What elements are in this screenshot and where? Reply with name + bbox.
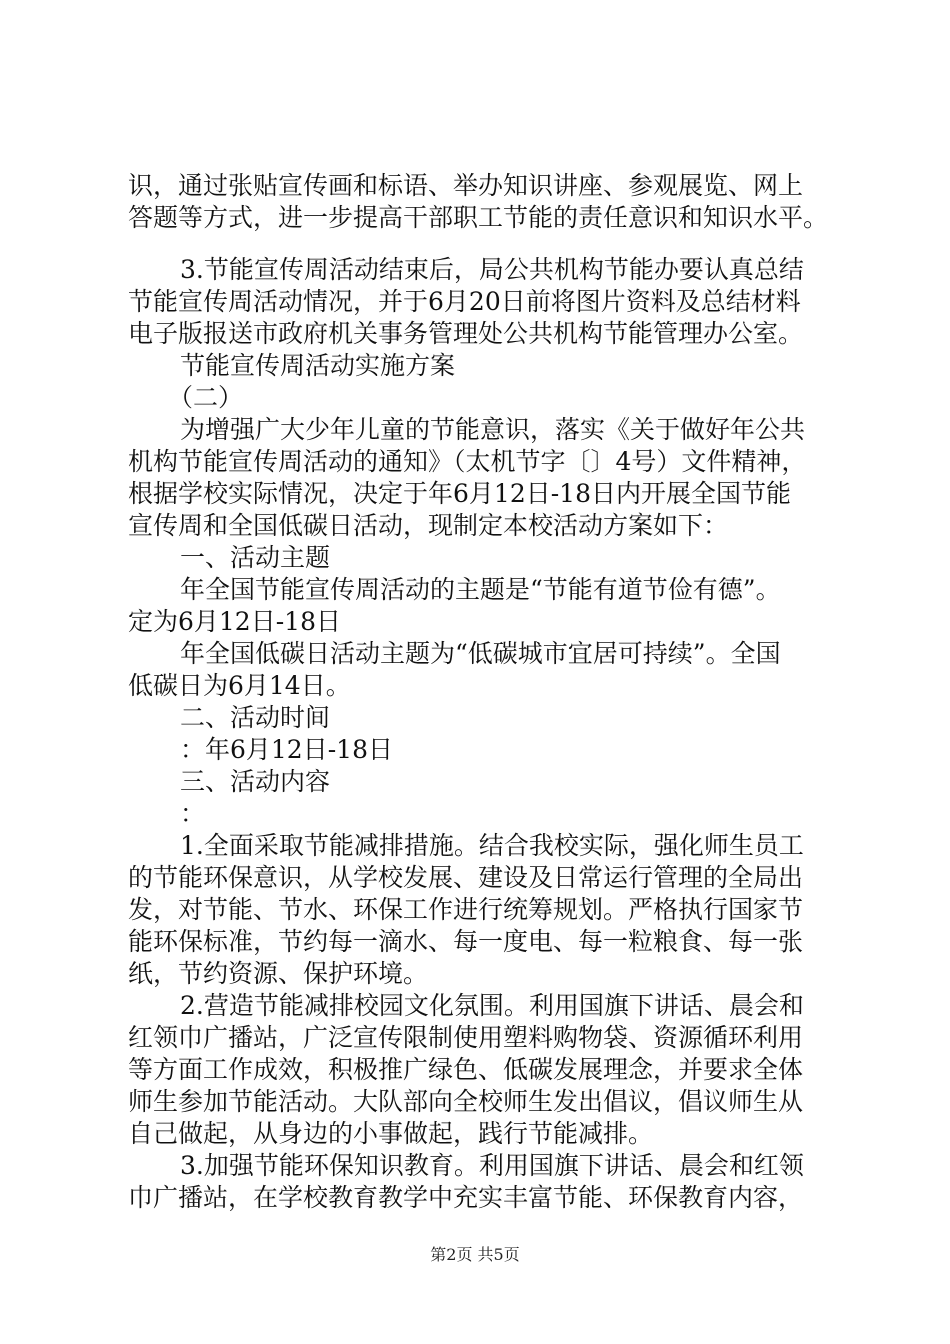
section-heading: 三、活动内容	[180, 767, 331, 796]
text-line: 答题等方式，进一步提高干部职工节能的责任意识和知识水平。	[128, 203, 829, 232]
section-subheading: （二）	[168, 383, 244, 412]
section-heading: 一、活动主题	[180, 543, 331, 572]
text-line: 年全国低碳日活动主题为“低碳城市宜居可持续”。全国	[180, 639, 781, 668]
text-line: 年全国节能宣传周活动的主题是“节能有道节俭有德”。	[180, 575, 781, 604]
text-line: 2.营造节能减排校园文化氛围。利用国旗下讲话、晨会和	[180, 991, 804, 1020]
text-line: 宣传周和全国低碳日活动，现制定本校活动方案如下：	[128, 511, 729, 540]
text-line: 师生参加节能活动。大队部向全校师生发出倡议，倡议师生从	[128, 1087, 804, 1116]
text-line: 根据学校实际情况，决定于年6月12日-18日内开展全国节能	[128, 479, 791, 508]
text-line: ：	[180, 799, 206, 828]
text-line: 机构节能宣传周活动的通知》（太机节字〔〕4号）文件精神，	[128, 447, 807, 476]
text-line: 3.加强节能环保知识教育。利用国旗下讲话、晨会和红领	[180, 1151, 804, 1180]
text-line: 发，对节能、节水、环保工作进行统筹规划。严格执行国家节	[128, 895, 804, 924]
text-line: ：年6月12日-18日	[180, 735, 393, 764]
section-heading: 二、活动时间	[180, 703, 331, 732]
text-line: 定为6月12日-18日	[128, 607, 341, 636]
section-heading: 节能宣传周活动实施方案	[180, 351, 456, 380]
text-line: 红领巾广播站，广泛宣传限制使用塑料购物袋、资源循环利用	[128, 1023, 804, 1052]
text-line: 巾广播站，在学校教育教学中充实丰富节能、环保教育内容，	[128, 1183, 804, 1212]
text-line: 自己做起，从身边的小事做起，践行节能减排。	[128, 1119, 654, 1148]
text-line: 能环保标准，节约每一滴水、每一度电、每一粒粮食、每一张	[128, 927, 804, 956]
text-line: 为增强广大少年儿童的节能意识，落实《关于做好年公共	[180, 415, 806, 444]
text-line: 3.节能宣传周活动结束后，局公共机构节能办要认真总结	[180, 255, 804, 284]
text-line: 低碳日为6月14日。	[128, 671, 351, 700]
text-line: 的节能环保意识，从学校发展、建设及日常运行管理的全局出	[128, 863, 804, 892]
text-line: 节能宣传周活动情况，并于6月20日前将图片资料及总结材料	[128, 287, 801, 316]
text-line: 电子版报送市政府机关事务管理处公共机构节能管理办公室。	[128, 319, 804, 348]
document-body	[128, 170, 828, 1214]
paragraph-gap	[128, 234, 828, 254]
page-footer: 第2页 共5页	[430, 1245, 520, 1264]
text-line: 等方面工作成效，积极推广绿色、低碳发展理念，并要求全体	[128, 1055, 804, 1084]
text-line: 识，通过张贴宣传画和标语、举办知识讲座、参观展览、网上	[128, 171, 804, 200]
text-line: 纸，节约资源、保护环境。	[128, 959, 429, 988]
text-line: 1.全面采取节能减排措施。结合我校实际，强化师生员工	[180, 831, 804, 860]
